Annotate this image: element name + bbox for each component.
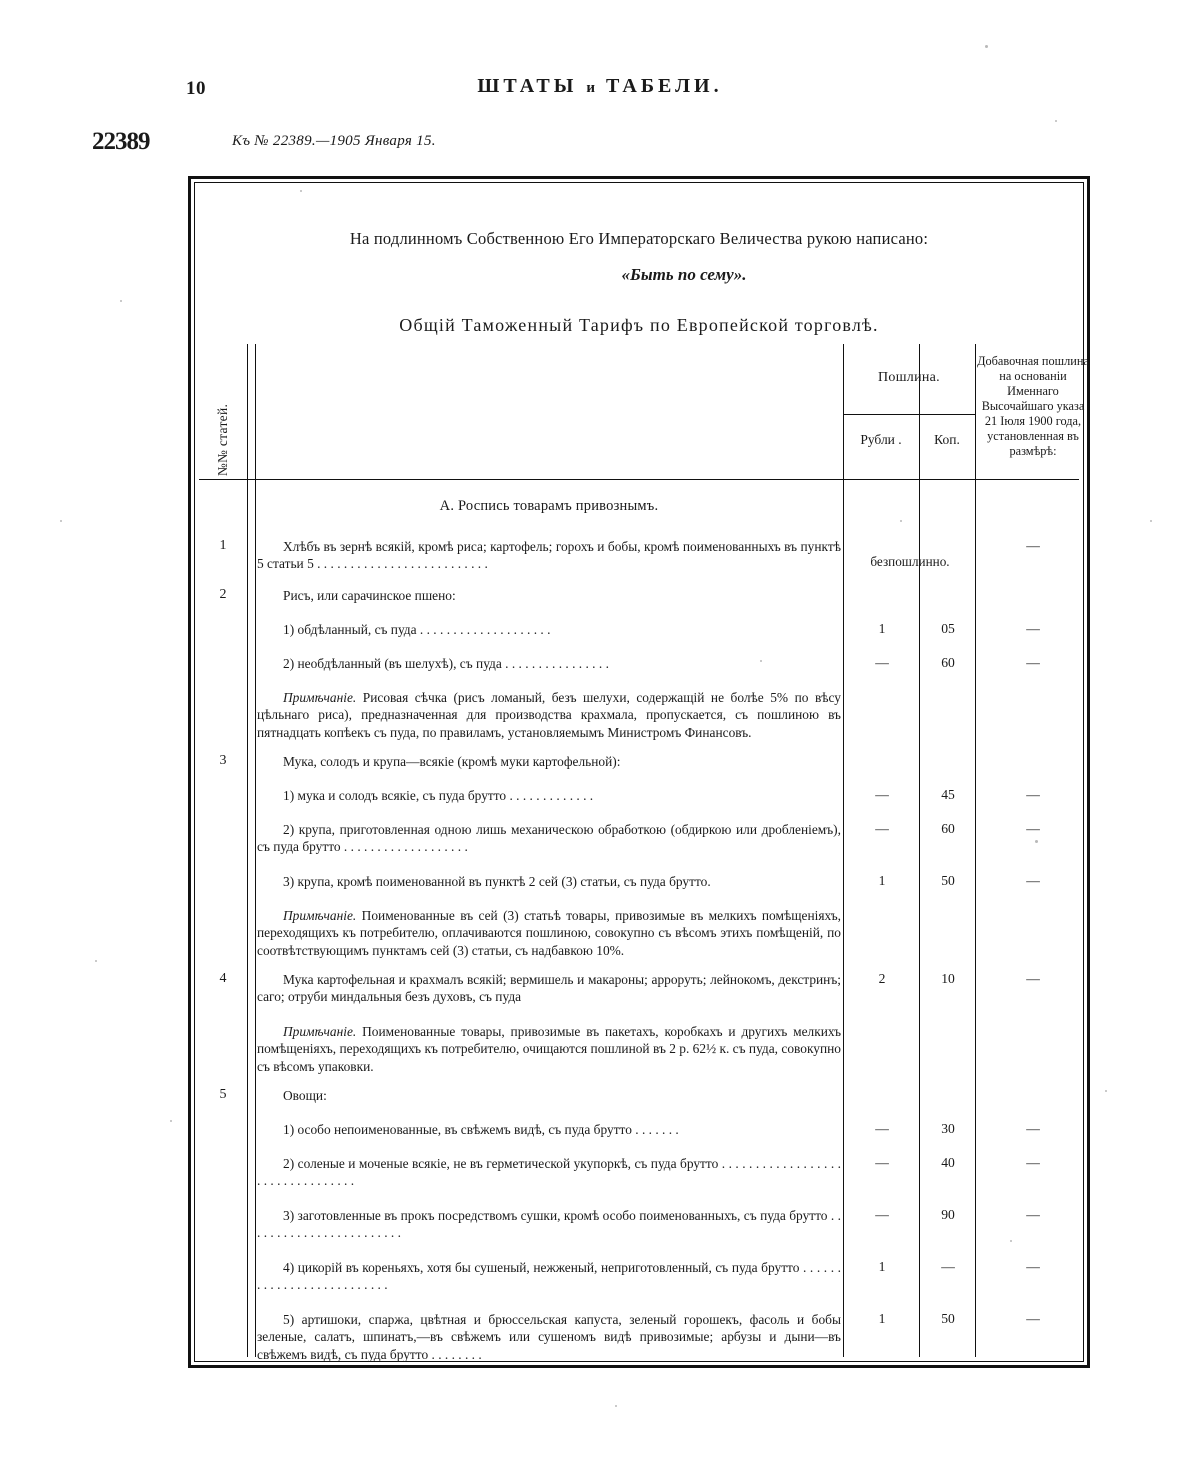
extra-duty-value: — [1026, 538, 1040, 553]
duty-kopecks: 50 [941, 1311, 955, 1326]
paper-speck [1105, 1090, 1107, 1092]
duty-kopecks: 45 [941, 787, 955, 802]
duty-rubles: — [875, 821, 889, 836]
extra-duty-value: — [1026, 787, 1040, 802]
article-note: Примѣчаніе. Рисовая сѣчка (рисъ ломаный, безъ шелухи, содержащій не болѣе 5% по вѣсу цѣльнаго риса), предназначенная для производства крахмала, пропускается, съ пошлиною въ пятнадцать копѣекъ съ пуда, по правиламъ, установляемымъ Министромъ Финансовъ. [257, 690, 841, 740]
column-header-duty: Пошлина. [878, 370, 940, 385]
article-number: 3 [219, 753, 227, 768]
extra-duty-value: — [1026, 1259, 1040, 1274]
extra-duty-value: — [1026, 1155, 1040, 1170]
running-head [0, 75, 1200, 98]
tariff-rows [199, 480, 1079, 1362]
tariff-title: Общій Таможенный Тарифъ по Европейской торговлѣ. [399, 315, 879, 335]
duty-rubles: — [875, 655, 889, 670]
paper-speck [760, 660, 762, 662]
article-number: 2 [219, 587, 227, 602]
document-reference: Къ № 22389.—1905 Января 15. [232, 133, 436, 149]
column-header-article-no-text: №№ статей. [215, 403, 231, 477]
running-head-word-2: ТАБЕЛИ. [606, 75, 723, 97]
paper-speck [1035, 840, 1038, 843]
article-text: Овощи: [283, 1088, 327, 1103]
document-frame [188, 176, 1090, 1368]
article-text: Рисъ, или сарачинское пшено: [283, 588, 456, 603]
duty-rubles: — [875, 1155, 889, 1170]
extra-duty-value: — [1026, 971, 1040, 986]
article-text: 1) особо непоименованные, въ свѣжемъ видѣ, съ пуда брутто . . . . . . . [283, 1122, 679, 1137]
paper-speck [615, 1405, 617, 1407]
article-text: 3) заготовленные въ прокъ посредствомъ сушки, кромѣ особо поименованныхъ, съ пуда брутто . . . . . . . . . . . . . . . . . . . . . . . . [257, 1208, 841, 1241]
duty-kopecks: — [941, 1259, 955, 1274]
document-number: 22389 [92, 128, 150, 155]
paper-speck [60, 520, 62, 522]
paper-speck [300, 190, 302, 192]
paper-speck [170, 1120, 172, 1122]
running-head-conjunction: и [586, 80, 598, 96]
article-text: 1) обдѣланный, съ пуда . . . . . . . . . . . . . . . . . . . . [283, 622, 551, 637]
article-number: 5 [219, 1087, 227, 1102]
preamble-resolution: «Быть по сему». [621, 265, 747, 284]
duty-kopecks: 10 [941, 971, 955, 986]
article-text: 4) цикорій въ кореньяхъ, хотя бы сушеный, нежженый, неприготовленный, съ пуда брутто . . . . . . . . . . . . . . . . . . . . . . . . . . [257, 1260, 841, 1293]
article-text: 3) крупа, кромѣ поименованной въ пунктѣ 2 сей (3) статьи, съ пуда брутто. [283, 874, 711, 889]
paper-speck [900, 520, 902, 522]
section-heading: А. Роспись товарамъ привознымъ. [439, 498, 659, 514]
extra-duty-value: — [1026, 1207, 1040, 1222]
article-text: Мука, солодъ и крупа—всякіе (кромѣ муки картофельной): [283, 754, 621, 769]
article-text: 2) соленые и моченые всякіе, не въ герметической укупоркѣ, съ пуда брутто . . . . . . . . . . . . . . . . . . . . . . . . . . . . . . . . . [257, 1156, 841, 1189]
duty-rubles: — [875, 1207, 889, 1222]
article-text: 2) крупа, приготовленная одною лишь механическою обработкою (обдиркою или дробленіемъ), съ пуда брутто . . . . . . . . . . . . . . . . . . . [257, 822, 841, 855]
column-header-extra-duty: Добавочная пошлина на основаніи Именнаго Высочайшаго указа 21 Іюля 1900 года, установленная въ размѣрѣ: [977, 354, 1089, 458]
running-head-word-1: ШТАТЫ [477, 75, 578, 97]
extra-duty-value: — [1026, 1311, 1040, 1326]
paper-speck [1150, 520, 1152, 522]
duty-kopecks: 30 [941, 1121, 955, 1136]
paper-speck [985, 45, 988, 48]
article-note: Примѣчаніе. Поименованные въ сей (3) статьѣ товары, привозимые въ мелкихъ помѣщеніяхъ, переходящихъ къ потребителю, оплачиваются пошлиною, совокупно съ вѣсомъ этихъ помѣщеній, по соотвѣтствующимъ пунктамъ сей (3) статьи, съ надбавкою 10%. [257, 908, 841, 958]
extra-duty-value: — [1026, 821, 1040, 836]
paper-speck [95, 960, 97, 962]
article-note: Примѣчаніе. Поименованные товары, привозимые въ пакетахъ, коробкахъ и другихъ мелкихъ помѣщеніяхъ, переходящихъ къ потребителю, очищаются пошлиной въ 2 р. 62½ к. съ пуда, совокупно съ вѣсомъ упаковки. [257, 1024, 841, 1074]
duty-kopecks: 40 [941, 1155, 955, 1170]
duty-rubles: 1 [878, 1259, 886, 1274]
duty-rubles: 2 [878, 971, 886, 986]
extra-duty-value: — [1026, 655, 1040, 670]
column-header-kopecks: Коп. [934, 432, 960, 447]
article-text: Хлѣбъ въ зернѣ всякій, кромѣ риса; картофель; горохъ и бобы, кромѣ поименованныхъ въ пунктѣ 5 статьи 5 . . . . . . . . . . . . . . . . . . . . . . . . . . [257, 539, 841, 572]
article-text: 2) необдѣланный (въ шелухѣ), съ пуда . . . . . . . . . . . . . . . . [283, 656, 609, 671]
preamble-line-1: На подлинномъ Собственною Его Императорскаго Величества рукою написано: [349, 229, 929, 248]
duty-rubles: — [875, 787, 889, 802]
paper-speck [120, 300, 122, 302]
extra-duty-value: — [1026, 873, 1040, 888]
paper-speck [1010, 1240, 1012, 1242]
duty-kopecks: 50 [941, 873, 955, 888]
duty-kopecks: 60 [941, 655, 955, 670]
article-number: 4 [219, 971, 227, 986]
article-number: 1 [219, 538, 227, 553]
page-folio: 10 [186, 78, 206, 99]
extra-duty-value: — [1026, 1121, 1040, 1136]
duty-kopecks: 60 [941, 821, 955, 836]
rule-duty-header [843, 414, 975, 415]
duty-rubles: 1 [878, 621, 886, 636]
article-text: 5) артишоки, спаржа, цвѣтная и брюссельская капуста, зеленый горошекъ, фасоль и бобы зеленые, салатъ, шпинатъ,—въ свѣжемъ или сушеномъ видѣ привозимые; арбузы и дыни—въ свѣжемъ видѣ, съ пуда брутто . . . . . . . . [257, 1312, 841, 1362]
duty-free-label: безпошлинно. [870, 554, 950, 569]
document-frame-inner [194, 182, 1089, 1362]
extra-duty-value: — [1026, 621, 1040, 636]
duty-kopecks: 05 [941, 621, 955, 636]
article-text: 1) мука и солодъ всякіе, съ пуда брутто . . . . . . . . . . . . . [283, 788, 594, 803]
duty-rubles: — [875, 1121, 889, 1136]
duty-rubles: 1 [878, 873, 886, 888]
duty-rubles: 1 [878, 1311, 886, 1326]
paper-speck [1055, 120, 1057, 122]
article-text: Мука картофельная и крахмалъ всякій; вермишель и макароны; арроруть; лейнокомъ, декстринъ; саго; отруби миндальныя безъ духовъ, съ пуда [257, 972, 841, 1005]
duty-kopecks: 90 [941, 1207, 955, 1222]
preamble-block [205, 189, 1073, 341]
column-header-rubles: Рубли . [860, 432, 902, 447]
tariff-table [199, 344, 1089, 1362]
